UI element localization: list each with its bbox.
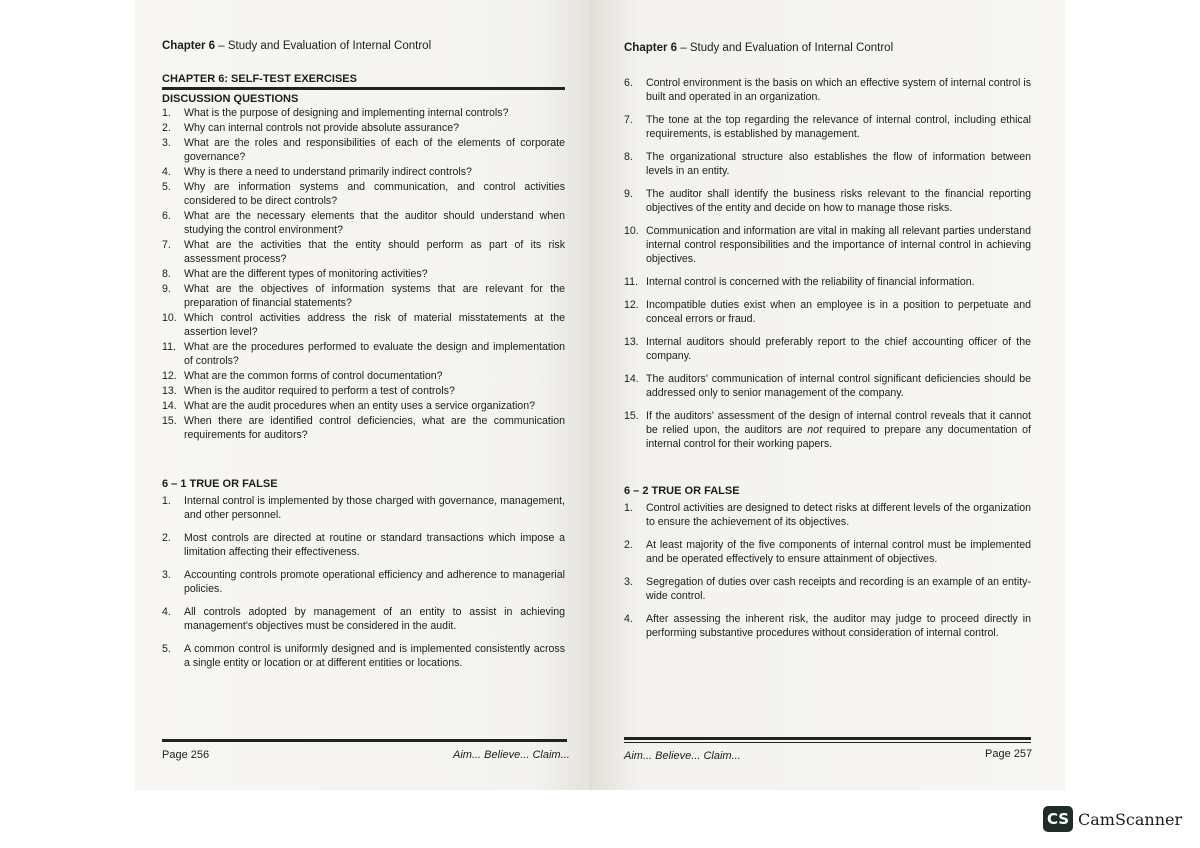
page-number: Page 257 <box>985 748 1033 760</box>
list-item <box>162 340 565 368</box>
item-text: Control activities are designed to detect risks at different levels of the organization to ensure the achievement of its objectives. <box>646 502 1031 528</box>
item-text: What are the necessary elements that the auditor should understand when studying the control environment? <box>184 210 565 236</box>
list-item <box>162 414 565 442</box>
item-number: 8. <box>162 268 171 280</box>
list-item <box>162 267 565 281</box>
right-page <box>591 0 1065 790</box>
list-item <box>624 501 1031 529</box>
item-text: What are the roles and responsibilities of each of the elements of corporate governance? <box>184 137 565 163</box>
item-text: Segregation of duties over cash receipts and recording is an example of an entity-wide control. <box>646 576 1031 602</box>
footer-rule <box>624 737 1031 740</box>
item-text: Why is there a need to understand primarily indirect controls? <box>184 166 472 178</box>
list-item <box>624 538 1031 566</box>
tf1-title: 6 – 1 TRUE OR FALSE <box>162 478 278 490</box>
list-item <box>162 568 565 596</box>
item-text: After assessing the inherent risk, the auditor may judge to proceed directly in performing substantive procedures without consideration of internal control. <box>646 613 1031 639</box>
item-number: 11. <box>162 341 176 353</box>
left-page <box>135 0 591 790</box>
section-rule <box>162 87 565 90</box>
item-text: The organizational structure also establishes the flow of information between levels in an entity. <box>646 151 1031 177</box>
item-text: Most controls are directed at routine or standard transactions which impose a limitation affecting their effectiveness. <box>184 532 565 558</box>
list-item <box>162 180 565 208</box>
list-item <box>162 311 565 339</box>
item-text: A common control is uniformly designed and is implemented consistently across a single entity or location or at different entities or locations. <box>184 643 565 669</box>
true-false-list-2 <box>624 501 1031 640</box>
item-number: 12. <box>624 299 639 311</box>
list-item <box>162 531 565 559</box>
camscanner-logo-icon: CS <box>1043 806 1073 832</box>
camscanner-watermark <box>1043 806 1182 832</box>
true-false-list-continued <box>624 76 1031 400</box>
item-number: 4. <box>162 606 171 618</box>
item-number: 14. <box>624 373 639 385</box>
list-item <box>162 121 565 135</box>
list-item <box>162 106 565 120</box>
list-item <box>624 150 1031 178</box>
list-item <box>624 575 1031 603</box>
item-number: 10. <box>162 312 177 324</box>
list-item <box>624 76 1031 104</box>
chapter-header: Chapter 6 – Study and Evaluation of Internal Control <box>624 42 894 54</box>
item-text: Internal control is concerned with the reliability of financial information. <box>646 276 975 288</box>
item-text: Control environment is the basis on which an effective system of internal control is built and operated in an organization. <box>646 77 1031 103</box>
list-item <box>162 282 565 310</box>
item-text: What are the common forms of control documentation? <box>184 370 443 382</box>
list-item <box>624 372 1031 400</box>
item-text: Why are information systems and communication, and control activities considered to be direct controls? <box>184 181 565 207</box>
item-number: 3. <box>162 569 171 581</box>
true-false-item-15-list <box>624 409 1031 451</box>
footer-rule <box>162 739 567 742</box>
open-book <box>135 0 1065 790</box>
item-text: Which control activities address the risk of material misstatements at the assertion level? <box>184 312 565 338</box>
item-text: When is the auditor required to perform a test of controls? <box>184 385 455 397</box>
item-text: Internal control is implemented by those charged with governance, management, and other personnel. <box>184 495 565 521</box>
item-number: 7. <box>162 239 171 251</box>
item-text: What are the audit procedures when an entity uses a service organization? <box>184 400 535 412</box>
item-number: 3. <box>624 576 633 588</box>
item-number: 14. <box>162 400 177 412</box>
item-number: 7. <box>624 114 633 126</box>
item-number: 2. <box>162 532 171 544</box>
item-number: 10. <box>624 225 639 237</box>
item-text: Internal auditors should preferably report to the chief accounting officer of the company. <box>646 336 1031 362</box>
item-number: 4. <box>162 166 171 178</box>
item-number: 6. <box>624 77 633 89</box>
discussion-title: DISCUSSION QUESTIONS <box>162 93 299 105</box>
exercises-title: CHAPTER 6: SELF-TEST EXERCISES <box>162 73 357 85</box>
list-item <box>162 165 565 179</box>
item-text: What are the activities that the entity should perform as part of its risk assessment process? <box>184 239 565 265</box>
item-number: 3. <box>162 137 171 149</box>
item-number: 2. <box>624 539 633 551</box>
camscanner-label: CamScanner <box>1078 809 1183 829</box>
page-number: Page 256 <box>162 749 210 761</box>
list-item: 15. If the auditors' assessment of the design of internal control reveals that it cannot be relied upon, the auditors are not required to prepare any documentation of internal control for their working papers. <box>624 410 1031 450</box>
item-number: 6. <box>162 210 171 222</box>
item-text: What are the different types of monitoring activities? <box>184 268 428 280</box>
list-item <box>162 399 565 413</box>
list-item <box>162 384 565 398</box>
item-number: 4. <box>624 613 633 625</box>
discussion-questions-list <box>162 106 565 442</box>
item-text: The auditor shall identify the business risks relevant to the financial reporting objectives of the entity and decide on how to manage those risks. <box>646 188 1031 214</box>
item-text: Why can internal controls not provide absolute assurance? <box>184 122 460 134</box>
list-item <box>624 335 1031 363</box>
item-text: The tone at the top regarding the relevance of internal control, including ethical requirements, is established by management. <box>646 114 1031 140</box>
chapter-header: Chapter 6 – Study and Evaluation of Internal Control <box>162 40 432 52</box>
item-text: What are the objectives of information systems that are relevant for the preparation of financial statements? <box>184 283 565 309</box>
item-text: Communication and information are vital in making all relevant parties understand internal control responsibilities and the importance of internal control in achieving objectives. <box>646 225 1031 265</box>
item-text: All controls adopted by management of an entity to assist in achieving management's objectives must be considered in the audit. <box>184 606 565 632</box>
list-item <box>624 187 1031 215</box>
footer-rule-thin <box>624 742 1031 743</box>
footer-motto: Aim... Believe... Claim... <box>624 750 741 762</box>
list-item <box>162 136 565 164</box>
item-text: Incompatible duties exist when an employee is in a position to perpetuate and conceal errors or fraud. <box>646 299 1031 325</box>
item-text: Accounting controls promote operational efficiency and adherence to managerial policies. <box>184 569 565 595</box>
tf2-title: 6 – 2 TRUE OR FALSE <box>624 485 740 497</box>
item-text: At least majority of the five components of internal control must be implemented and be operated effectively to ensure attainment of objectives. <box>646 539 1031 565</box>
item-number: 2. <box>162 122 171 134</box>
item-text: What is the purpose of designing and implementing internal controls? <box>184 107 509 119</box>
item-text: What are the procedures performed to evaluate the design and implementation of controls? <box>184 341 565 367</box>
right-content <box>624 76 1031 649</box>
item-number: 5. <box>162 181 171 193</box>
list-item <box>162 369 565 383</box>
list-item <box>162 494 565 522</box>
true-false-list <box>162 494 565 670</box>
list-item <box>162 209 565 237</box>
list-item <box>624 113 1031 141</box>
item-text: The auditors' communication of internal control significant deficiencies should be addressed only to senior management of the company. <box>646 373 1031 399</box>
list-item <box>624 298 1031 326</box>
item-number: 9. <box>162 283 171 295</box>
item-number: 9. <box>624 188 633 200</box>
item-number: 13. <box>162 385 177 397</box>
list-item <box>624 224 1031 266</box>
item-number: 1. <box>624 502 633 514</box>
item-number: 1. <box>162 495 171 507</box>
item-number: 13. <box>624 336 639 348</box>
item-number: 1. <box>162 107 171 119</box>
footer-motto: Aim... Believe... Claim... <box>453 749 570 761</box>
list-item <box>162 605 565 633</box>
item-number: 5. <box>162 643 171 655</box>
item-number: 8. <box>624 151 633 163</box>
item-number: 11. <box>624 276 638 288</box>
list-item <box>162 642 565 670</box>
list-item <box>162 238 565 266</box>
list-item <box>624 275 1031 289</box>
item-text: When there are identified control deficiencies, what are the communication requirements for auditors? <box>184 415 565 441</box>
item-number: 12. <box>162 370 177 382</box>
list-item <box>624 612 1031 640</box>
left-content <box>162 72 565 679</box>
item-number: 15. <box>162 415 177 427</box>
